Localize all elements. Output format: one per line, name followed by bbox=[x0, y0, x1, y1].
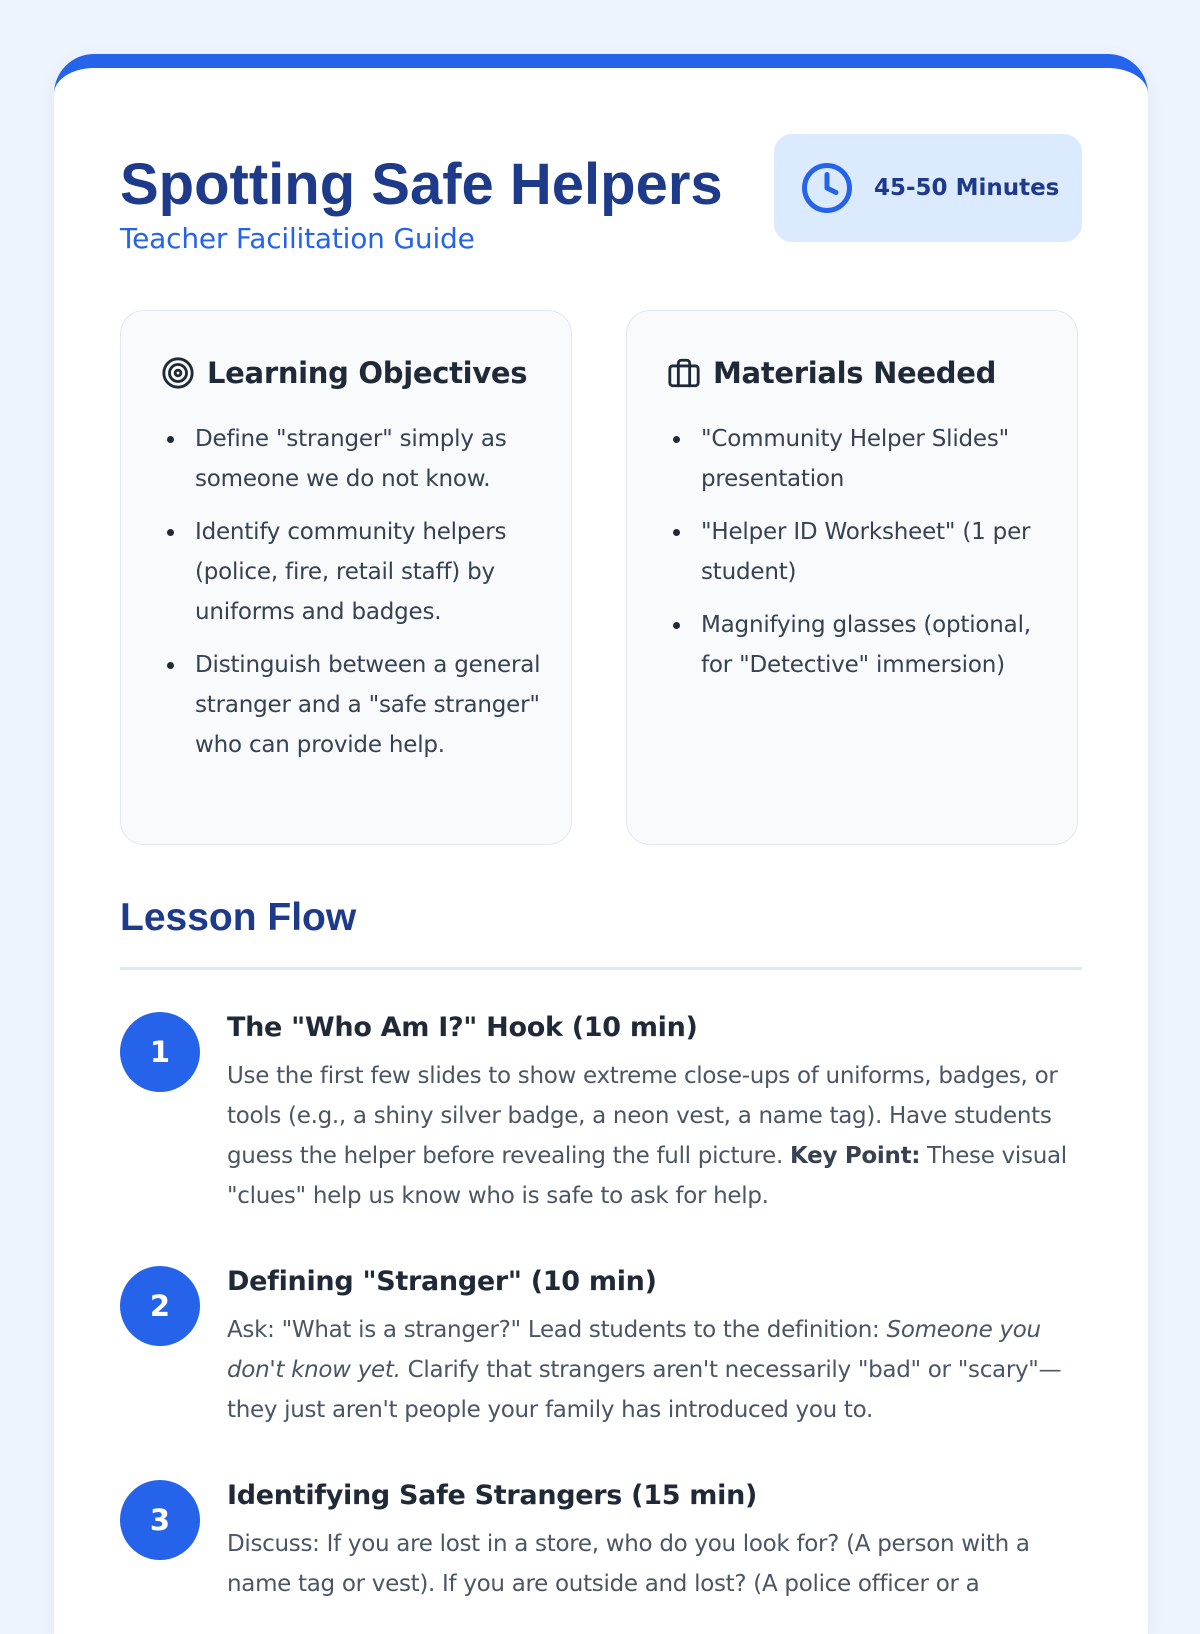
lesson-flow-title: Lesson Flow bbox=[120, 896, 357, 939]
briefcase-icon bbox=[667, 356, 701, 390]
learning-objectives-title: Learning Objectives bbox=[207, 356, 528, 390]
objectives-list bbox=[161, 419, 551, 765]
step-body bbox=[227, 1010, 1082, 1216]
step-title: The "Who Am I?" Hook (10 min) bbox=[227, 1012, 698, 1043]
list-item: "Community Helper Slides" presentation bbox=[667, 419, 1057, 499]
page-subtitle: Teacher Facilitation Guide bbox=[120, 222, 475, 255]
list-item: Magnifying glasses (optional, for "Detective" immersion) bbox=[667, 605, 1057, 685]
list-item: "Helper ID Worksheet" (1 per student) bbox=[667, 512, 1057, 592]
page-title: Spotting Safe Helpers bbox=[120, 152, 723, 217]
step-description: Discuss: If you are lost in a store, who do you look for? (A person with a name tag or vest). If you are outside and lost? (A police officer or a bbox=[227, 1531, 1030, 1597]
learning-objectives-header bbox=[161, 351, 551, 395]
header bbox=[120, 134, 1082, 264]
step-body bbox=[227, 1264, 1082, 1430]
duration-badge bbox=[774, 134, 1082, 242]
step-number-badge: 3 bbox=[120, 1480, 200, 1560]
step-description: Use the first few slides to show extreme close-ups of uniforms, badges, or tools (e.g., a shiny silver badge, a neon vest, a name tag). Have students guess the helper before revealing the full picture. Key Point: These visual "clues" help us know who is safe to ask for help. bbox=[227, 1063, 1067, 1209]
section-divider bbox=[120, 967, 1082, 970]
learning-objectives-card bbox=[120, 310, 572, 845]
materials-needed-card bbox=[626, 310, 1078, 845]
clock-icon bbox=[800, 161, 854, 215]
list-item: Identify community helpers (police, fire, retail staff) by uniforms and badges. bbox=[161, 512, 551, 632]
materials-list bbox=[667, 419, 1057, 685]
step-number-badge: 1 bbox=[120, 1012, 200, 1092]
materials-needed-header bbox=[667, 351, 1057, 395]
step-title: Identifying Safe Strangers (15 min) bbox=[227, 1480, 758, 1511]
list-item: Distinguish between a general stranger and a "safe stranger" who can provide help. bbox=[161, 645, 551, 765]
duration-label: 45-50 Minutes bbox=[874, 175, 1060, 201]
materials-needed-title: Materials Needed bbox=[713, 356, 997, 390]
lesson-guide-card bbox=[54, 54, 1148, 1634]
step-description: Ask: "What is a stranger?" Lead students to the definition: Someone you don't know yet. Clarify that strangers aren't necessarily "bad" or "scary"—they just aren't people your family has introduced you to. bbox=[227, 1317, 1062, 1423]
target-icon bbox=[161, 356, 195, 390]
list-item: Define "stranger" simply as someone we do not know. bbox=[161, 419, 551, 499]
step-body bbox=[227, 1478, 1082, 1604]
step-title: Defining "Stranger" (10 min) bbox=[227, 1266, 657, 1297]
step-number-badge: 2 bbox=[120, 1266, 200, 1346]
